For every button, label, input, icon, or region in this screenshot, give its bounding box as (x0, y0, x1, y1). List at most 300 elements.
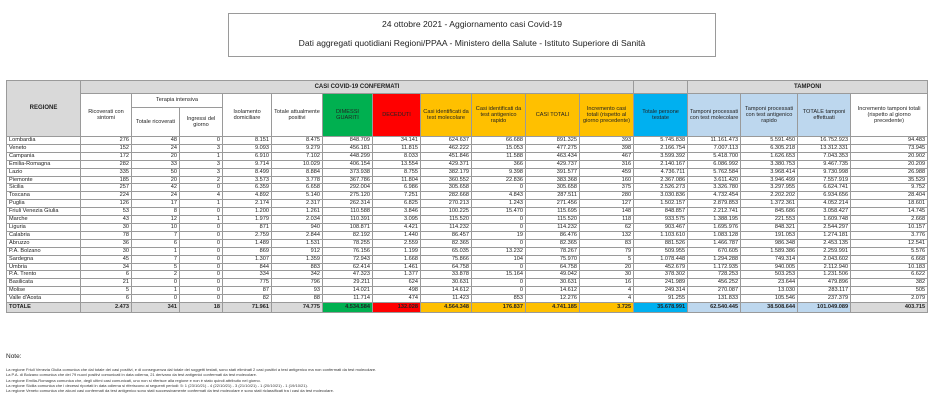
cell-isolamento: 6.910 (223, 152, 272, 160)
cell-regione: Abruzzo (7, 239, 81, 247)
cell-tamponi-antigenico: 845.686 (741, 208, 798, 216)
cell-totale-ricoverati: 341 (132, 303, 180, 313)
cell-regione: Piemonte (7, 176, 81, 184)
cell-incremento-casi: 316 (580, 160, 634, 168)
cell-tamponi-antigenico: 5.591.450 (741, 137, 798, 145)
col-casi-totali: CASI TOTALI (526, 94, 580, 137)
cell-totale-ricoverati: 17 (132, 200, 180, 208)
cell-tamponi-antigenico: 1.589.386 (741, 247, 798, 255)
cell-ingressi: 1 (180, 216, 223, 224)
cell-casi-antigenico: 19 (472, 231, 526, 239)
cell-incremento-casi: 30 (580, 271, 634, 279)
cell-deceduti: 132.028 (373, 303, 421, 313)
col-tamponi-totali: TOTALE tamponi effettuati (798, 94, 851, 137)
cell-regione: Sardegna (7, 255, 81, 263)
cell-casi-totali: 64.758 (526, 263, 580, 271)
cell-dimessi: 448.299 (323, 152, 373, 160)
cell-deceduti: 8.755 (373, 168, 421, 176)
col-incremento-tamponi: Incremento tamponi totali (rispetto al giorno precedente) (851, 94, 928, 137)
cell-tamponi-molecolare: 1.083.128 (688, 231, 741, 239)
cell-incremento-casi: 148 (580, 208, 634, 216)
cell-regione: Calabria (7, 231, 81, 239)
cell-casi-antigenico: 104 (472, 255, 526, 263)
cell-attualmente-positivi: 1.261 (272, 208, 323, 216)
cell-totale-ricoverati: 24 (132, 144, 180, 152)
cell-tamponi-antigenico: 105.546 (741, 295, 798, 303)
cell-casi-totali: 86.476 (526, 231, 580, 239)
cell-casi-totali: 477.275 (526, 144, 580, 152)
cell-tamponi-antigenico: 23.644 (741, 279, 798, 287)
table-row (7, 247, 928, 255)
cell-persone-testate: 2.367.086 (634, 176, 688, 184)
cell-casi-antigenico: 15.164 (472, 271, 526, 279)
cell-regione: Emilia-Romagna (7, 160, 81, 168)
cell-casi-molecolare: 64.758 (421, 263, 472, 271)
table-row (7, 279, 928, 287)
cell-incremento-casi: 16 (580, 279, 634, 287)
cell-persone-testate: 933.575 (634, 216, 688, 224)
cell-incremento-tamponi: 28.404 (851, 192, 928, 200)
table-row (7, 263, 928, 271)
cell-dimessi: 373.938 (323, 168, 373, 176)
cell-dimessi: 108.871 (323, 223, 373, 231)
cell-regione: P.A. Trento (7, 271, 81, 279)
cell-deceduti: 3.095 (373, 216, 421, 224)
cell-deceduti: 13.554 (373, 160, 421, 168)
cell-ingressi: 1 (180, 200, 223, 208)
cell-casi-molecolare: 462.222 (421, 144, 472, 152)
col-deceduti: DECEDUTI (373, 94, 421, 137)
cell-ricoverati: 36 (81, 239, 132, 247)
report-header (228, 13, 716, 57)
cell-dimessi: 78.255 (323, 239, 373, 247)
cell-tamponi-molecolare: 5.418.700 (688, 152, 741, 160)
cell-casi-totali: 30.631 (526, 279, 580, 287)
cell-deceduti: 4.421 (373, 223, 421, 231)
cell-dimessi: 47.323 (323, 271, 373, 279)
cell-dimessi: 62.414 (323, 263, 373, 271)
cell-regione: Toscana (7, 192, 81, 200)
cell-tamponi-antigenico: 1.626.653 (741, 152, 798, 160)
cell-deceduti: 3.846 (373, 208, 421, 216)
cell-tamponi-totali: 2.259.991 (798, 247, 851, 255)
cell-casi-antigenico: 9.398 (472, 168, 526, 176)
cell-tamponi-totali: 1.609.748 (798, 216, 851, 224)
cell-casi-molecolare: 624.637 (421, 137, 472, 145)
cell-tamponi-antigenico: 2.202.202 (741, 192, 798, 200)
cell-casi-antigenico: 4.843 (472, 192, 526, 200)
group-terapia-intensiva: Terapia intensiva (132, 94, 223, 108)
cell-tamponi-totali: 6.934.656 (798, 192, 851, 200)
cell-casi-totali: 4.741.185 (526, 303, 580, 313)
cell-casi-totali: 305.658 (526, 184, 580, 192)
note-line: La regione Friuli Venezia Giulia comunica che dal totale dei casi positivi, e di conseguenza dal totale dei soggetti testati, sono stati eliminati 2 casi positivi a test antigenico ma non confermati da test molecolare. (6, 367, 377, 372)
cell-tamponi-molecolare: 3.611.420 (688, 176, 741, 184)
cell-deceduti: 1.199 (373, 247, 421, 255)
cell-isolamento: 3.573 (223, 176, 272, 184)
cell-tamponi-molecolare: 62.540.445 (688, 303, 741, 313)
cell-attualmente-positivi: 10.029 (272, 160, 323, 168)
cell-casi-molecolare: 4.564.348 (421, 303, 472, 313)
cell-isolamento: 87 (223, 287, 272, 295)
cell-ricoverati: 172 (81, 152, 132, 160)
cell-casi-antigenico: 15.053 (472, 144, 526, 152)
cell-tamponi-antigenico: 13.030 (741, 287, 798, 295)
note-line: La regione Emilia-Romagna comunica che, degli ultimi casi comunicati, uno non si riferisce alla regione e non è stato quindi attribuito nel giorno. (6, 377, 261, 383)
cell-attualmente-positivi: 6.658 (272, 184, 323, 192)
cell-tamponi-molecolare: 6.086.992 (688, 160, 741, 168)
cell-isolamento: 775 (223, 279, 272, 287)
cell-tamponi-totali: 2.043.602 (798, 255, 851, 263)
notes-list (6, 367, 726, 393)
cell-dimessi: 82.192 (323, 231, 373, 239)
cell-casi-antigenico: 853 (472, 295, 526, 303)
cell-totale-ricoverati: 48 (132, 137, 180, 145)
cell-persone-testate: 3.599.392 (634, 152, 688, 160)
cell-casi-molecolare: 429.371 (421, 160, 472, 168)
table-row (7, 168, 928, 176)
cell-persone-testate: 2.526.273 (634, 184, 688, 192)
cell-casi-antigenico: 176.837 (472, 303, 526, 313)
cell-isolamento: 1.979 (223, 216, 272, 224)
table-row (7, 208, 928, 216)
cell-ricoverati: 78 (81, 231, 132, 239)
cell-incremento-tamponi: 6.668 (851, 255, 928, 263)
cell-casi-totali: 383.368 (526, 176, 580, 184)
cell-tamponi-totali: 1.231.506 (798, 271, 851, 279)
cell-persone-testate: 881.526 (634, 239, 688, 247)
cell-attualmente-positivi: 2.844 (272, 231, 323, 239)
cell-persone-testate: 4.736.711 (634, 168, 688, 176)
cell-casi-totali: 14.612 (526, 287, 580, 295)
cell-casi-totali: 115.695 (526, 208, 580, 216)
cell-ingressi: 0 (180, 231, 223, 239)
cell-casi-antigenico: 0 (472, 223, 526, 231)
cell-incremento-tamponi: 3.776 (851, 231, 928, 239)
table-row (7, 184, 928, 192)
cell-incremento-tamponi: 18.601 (851, 200, 928, 208)
table-row (7, 239, 928, 247)
cell-attualmente-positivi: 2.034 (272, 216, 323, 224)
table-row (7, 216, 928, 224)
cell-totale-ricoverati: 20 (132, 152, 180, 160)
cell-casi-molecolare: 75.866 (421, 255, 472, 263)
cell-isolamento: 1.307 (223, 255, 272, 263)
note-line: La P.A. di Bolzano comunica che dei 79 nuovi positivi comunicati in data odierna, 21 derivano da test antigenici confermati da test molecolare. (6, 372, 257, 378)
cell-tamponi-molecolare: 728.253 (688, 271, 741, 279)
cell-tamponi-totali: 283.117 (798, 287, 851, 295)
cell-casi-totali: 391.577 (526, 168, 580, 176)
cell-incremento-tamponi: 403.715 (851, 303, 928, 313)
table-row (7, 160, 928, 168)
cell-isolamento: 334 (223, 271, 272, 279)
cell-incremento-casi: 5 (580, 255, 634, 263)
cell-ingressi: 0 (180, 208, 223, 216)
cell-casi-molecolare: 65.035 (421, 247, 472, 255)
cell-ingressi: 0 (180, 295, 223, 303)
cell-dimessi: 29.211 (323, 279, 373, 287)
cell-persone-testate: 1.078.448 (634, 255, 688, 263)
cell-isolamento: 82 (223, 295, 272, 303)
cell-tamponi-totali: 101.049.089 (798, 303, 851, 313)
col-ricoverati: Ricoverati con sintomi (81, 94, 132, 137)
cell-ingressi: 0 (180, 255, 223, 263)
cell-dimessi: 76.156 (323, 247, 373, 255)
cell-persone-testate: 2.140.167 (634, 160, 688, 168)
cell-ingressi: 0 (180, 137, 223, 145)
group-tamponi: TAMPONI (688, 81, 928, 94)
cell-totale-ricoverati: 0 (132, 279, 180, 287)
col-casi-antigenico: Casi identificati da test antigenico rapido (472, 94, 526, 137)
cell-regione: Lazio (7, 168, 81, 176)
cell-ricoverati: 276 (81, 137, 132, 145)
cell-tamponi-molecolare: 131.833 (688, 295, 741, 303)
cell-regione: Lombardia (7, 137, 81, 145)
cell-ingressi: 2 (180, 176, 223, 184)
cell-tamponi-antigenico: 3.380.753 (741, 160, 798, 168)
cell-incremento-casi: 127 (580, 200, 634, 208)
col-tamponi-antigenico: Tamponi processati con test antigenico rapido (741, 94, 798, 137)
cell-casi-antigenico: 22.836 (472, 176, 526, 184)
cell-isolamento: 6.359 (223, 184, 272, 192)
cell-persone-testate: 5.745.838 (634, 137, 688, 145)
cell-regione: Umbria (7, 263, 81, 271)
cell-totale-ricoverati: 20 (132, 176, 180, 184)
cell-attualmente-positivi: 8.884 (272, 168, 323, 176)
cell-ricoverati: 5 (81, 287, 132, 295)
cell-dimessi: 4.534.584 (323, 303, 373, 313)
cell-casi-antigenico: 0 (472, 239, 526, 247)
cell-isolamento: 8.151 (223, 137, 272, 145)
cell-attualmente-positivi: 3.778 (272, 176, 323, 184)
cell-ingressi: 0 (180, 279, 223, 287)
cell-ricoverati: 282 (81, 160, 132, 168)
cell-isolamento: 871 (223, 223, 272, 231)
cell-deceduti: 1.440 (373, 231, 421, 239)
cell-tamponi-molecolare: 2.212.741 (688, 208, 741, 216)
cell-deceduti: 11.815 (373, 144, 421, 152)
cell-deceduti: 498 (373, 287, 421, 295)
cell-incremento-casi: 280 (580, 192, 634, 200)
cell-incremento-tamponi: 26.988 (851, 168, 928, 176)
cell-persone-testate: 91.255 (634, 295, 688, 303)
cell-ingressi: 3 (180, 144, 223, 152)
cell-casi-molecolare: 11.423 (421, 295, 472, 303)
cell-deceduti: 34.141 (373, 137, 421, 145)
cell-casi-antigenico: 0 (472, 279, 526, 287)
cell-deceduti: 1.461 (373, 263, 421, 271)
col-casi-molecolare: Casi identificati da test molecolare (421, 94, 472, 137)
col-ingressi: Ingressi del giorno (180, 108, 223, 137)
table-row (7, 144, 928, 152)
col-totale-ricoverati: Totale ricoverati (132, 108, 180, 137)
cell-deceduti: 1.377 (373, 271, 421, 279)
cell-tamponi-antigenico: 848.321 (741, 223, 798, 231)
cell-ricoverati: 335 (81, 168, 132, 176)
cell-tamponi-totali: 7.557.919 (798, 176, 851, 184)
cell-tamponi-totali: 9.730.998 (798, 168, 851, 176)
cell-attualmente-positivi: 1.531 (272, 239, 323, 247)
cell-persone-testate: 35.678.991 (634, 303, 688, 313)
cell-incremento-casi: 160 (580, 176, 634, 184)
cell-totale-ricoverati: 8 (132, 208, 180, 216)
cell-incremento-casi: 83 (580, 239, 634, 247)
cell-ingressi: 3 (180, 160, 223, 168)
cell-incremento-tamponi: 20.209 (851, 160, 928, 168)
cell-incremento-casi: 118 (580, 216, 634, 224)
cell-tamponi-antigenico: 749.314 (741, 255, 798, 263)
cell-isolamento: 8.499 (223, 168, 272, 176)
cell-dimessi: 14.021 (323, 287, 373, 295)
table-row (7, 231, 928, 239)
cell-casi-antigenico: 13.232 (472, 247, 526, 255)
cell-isolamento: 71.961 (223, 303, 272, 313)
cell-ingressi: 1 (180, 152, 223, 160)
cell-regione: Basilicata (7, 279, 81, 287)
cell-isolamento: 1.200 (223, 208, 272, 216)
cell-casi-molecolare: 114.232 (421, 223, 472, 231)
cell-isolamento: 2.174 (223, 200, 272, 208)
cell-deceduti: 11.804 (373, 176, 421, 184)
col-incremento-casi: Incremento casi totali (rispetto al giorno precedente) (580, 94, 634, 137)
total-row (7, 303, 928, 313)
cell-tamponi-antigenico: 3.946.499 (741, 176, 798, 184)
report-subtitle: Dati aggregati quotidiani Regioni/PPAA - Ministero della Salute - Istituto Superiore di Sanità (298, 38, 646, 48)
cell-tamponi-antigenico: 38.508.644 (741, 303, 798, 313)
cell-ricoverati: 43 (81, 216, 132, 224)
cell-incremento-tamponi: 94.483 (851, 137, 928, 145)
cell-attualmente-positivi: 883 (272, 263, 323, 271)
cell-isolamento: 4.892 (223, 192, 272, 200)
cell-tamponi-molecolare: 1.466.787 (688, 239, 741, 247)
cell-casi-totali: 78.267 (526, 247, 580, 255)
cell-incremento-tamponi: 14.745 (851, 208, 928, 216)
cell-dimessi: 262.314 (323, 200, 373, 208)
cell-casi-antigenico: 0 (472, 184, 526, 192)
cell-regione: Liguria (7, 223, 81, 231)
cell-casi-molecolare: 100.225 (421, 208, 472, 216)
cell-casi-totali: 429.737 (526, 160, 580, 168)
table-row (7, 192, 928, 200)
cell-ingressi: 0 (180, 247, 223, 255)
col-isolamento: Isolamento domiciliare (223, 94, 272, 137)
cell-totale-ricoverati: 1 (132, 287, 180, 295)
col-tamponi-molecolare: Tamponi processati con test molecolare (688, 94, 741, 137)
cell-persone-testate: 509.955 (634, 247, 688, 255)
cell-ricoverati: 152 (81, 144, 132, 152)
cell-regione: P.A. Bolzano (7, 247, 81, 255)
cell-regione: Marche (7, 216, 81, 224)
covid-data-table (6, 80, 928, 313)
cell-dimessi: 848.709 (323, 137, 373, 145)
cell-ingressi: 0 (180, 223, 223, 231)
cell-casi-antigenico: 0 (472, 263, 526, 271)
cell-tamponi-molecolare: 5.762.584 (688, 168, 741, 176)
table-row (7, 255, 928, 263)
cell-attualmente-positivi: 74.775 (272, 303, 323, 313)
cell-tamponi-antigenico: 986.348 (741, 239, 798, 247)
cell-incremento-casi: 467 (580, 152, 634, 160)
cell-tamponi-antigenico: 1.372.361 (741, 200, 798, 208)
cell-incremento-casi: 4 (580, 287, 634, 295)
cell-attualmente-positivi: 796 (272, 279, 323, 287)
cell-casi-antigenico: 1.243 (472, 200, 526, 208)
cell-incremento-casi: 132 (580, 231, 634, 239)
cell-tamponi-molecolare: 7.007.113 (688, 144, 741, 152)
cell-tamponi-antigenico: 3.968.414 (741, 168, 798, 176)
cell-totale-ricoverati: 24 (132, 192, 180, 200)
cell-incremento-tamponi: 10.157 (851, 223, 928, 231)
cell-ingressi: 3 (180, 168, 223, 176)
cell-casi-molecolare: 270.213 (421, 200, 472, 208)
cell-isolamento: 869 (223, 247, 272, 255)
cell-attualmente-positivi: 342 (272, 271, 323, 279)
cell-deceduti: 1.668 (373, 255, 421, 263)
cell-incremento-tamponi: 6.622 (851, 271, 928, 279)
cell-tamponi-totali: 9.467.735 (798, 160, 851, 168)
cell-incremento-tamponi: 9.752 (851, 184, 928, 192)
cell-tamponi-totali: 237.379 (798, 295, 851, 303)
cell-ricoverati: 126 (81, 200, 132, 208)
cell-persone-testate: 2.166.754 (634, 144, 688, 152)
cell-ingressi: 0 (180, 271, 223, 279)
cell-dimessi: 292.004 (323, 184, 373, 192)
cell-attualmente-positivi: 8.475 (272, 137, 323, 145)
cell-casi-molecolare: 14.612 (421, 287, 472, 295)
cell-persone-testate: 241.989 (634, 279, 688, 287)
cell-casi-antigenico: 15.470 (472, 208, 526, 216)
cell-dimessi: 456.181 (323, 144, 373, 152)
cell-casi-totali: 287.511 (526, 192, 580, 200)
cell-attualmente-positivi: 9.279 (272, 144, 323, 152)
cell-incremento-tamponi: 505 (851, 287, 928, 295)
report-title: 24 ottobre 2021 - Aggiornamento casi Covid-19 (381, 19, 563, 29)
cell-ricoverati: 45 (81, 255, 132, 263)
cell-tamponi-molecolare: 1.172.935 (688, 263, 741, 271)
cell-tamponi-antigenico: 940.005 (741, 263, 798, 271)
cell-casi-molecolare: 86.457 (421, 231, 472, 239)
cell-regione: Valle d'Aosta (7, 295, 81, 303)
cell-casi-antigenico: 66.688 (472, 137, 526, 145)
cell-attualmente-positivi: 5.140 (272, 192, 323, 200)
cell-tamponi-totali: 2.453.135 (798, 239, 851, 247)
cell-dimessi: 275.120 (323, 192, 373, 200)
cell-deceduti: 624 (373, 279, 421, 287)
col-attualmente-positivi: Totale attualmente positivi (272, 94, 323, 137)
cell-incremento-casi: 4 (580, 295, 634, 303)
table-row (7, 200, 928, 208)
cell-tamponi-molecolare: 1.388.195 (688, 216, 741, 224)
cell-regione: Puglia (7, 200, 81, 208)
cell-tamponi-totali: 2.112.940 (798, 263, 851, 271)
cell-totale-ricoverati: 12 (132, 216, 180, 224)
cell-casi-molecolare: 305.658 (421, 184, 472, 192)
cell-persone-testate: 1.502.157 (634, 200, 688, 208)
table-row (7, 137, 928, 145)
cell-incremento-tamponi: 2.079 (851, 295, 928, 303)
cell-persone-testate: 378.302 (634, 271, 688, 279)
cell-tamponi-molecolare: 670.605 (688, 247, 741, 255)
cell-totale-ricoverati: 7 (132, 255, 180, 263)
table-row (7, 152, 928, 160)
cell-ingressi: 0 (180, 184, 223, 192)
cell-isolamento: 9.093 (223, 144, 272, 152)
cell-casi-totali: 12.276 (526, 295, 580, 303)
cell-ricoverati: 2.473 (81, 303, 132, 313)
cell-deceduti: 474 (373, 295, 421, 303)
cell-attualmente-positivi: 88 (272, 295, 323, 303)
cell-ricoverati: 224 (81, 192, 132, 200)
